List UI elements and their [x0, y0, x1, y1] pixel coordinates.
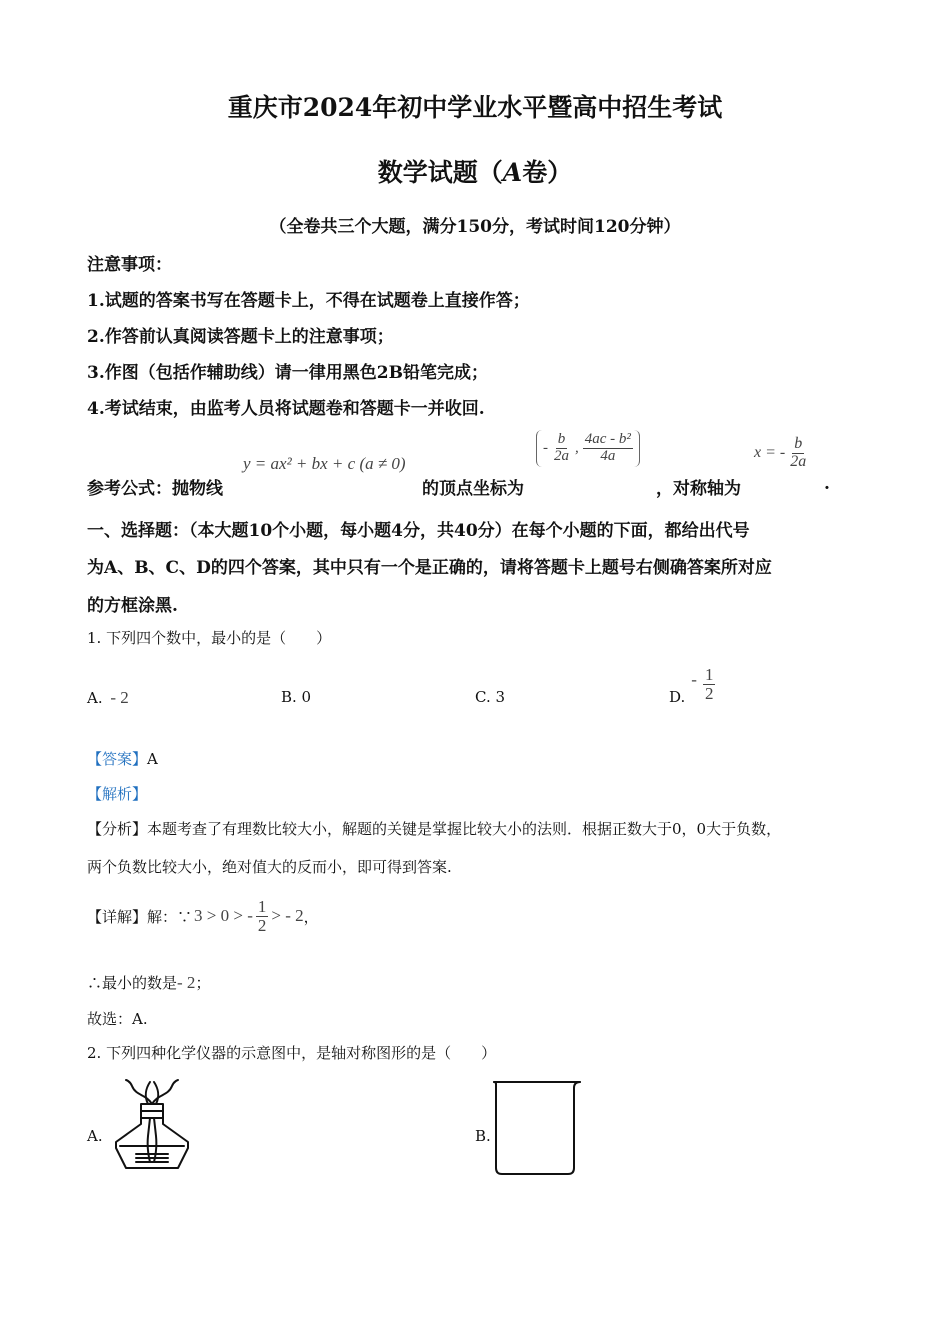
- section-text: 为A、B、C、D的四个答案，其中只有一个是正确的，请将答题卡上题号右侧确答案所对应: [87, 558, 772, 578]
- exam-title: 重庆市2024年初中学业水平暨高中招生考试: [227, 93, 723, 122]
- q2-stem: 2. 下列四种化学仪器的示意图中，是轴对称图形的是（ ）: [87, 1044, 497, 1062]
- notice-item: 1.试题的答案书写在答题卡上，不得在试题卷上直接作答；: [87, 291, 530, 311]
- q1-stem: 1. 下列四个数中，最小的是（ ）: [87, 629, 332, 647]
- notice-item: 2.作答前认真阅读答题卡上的注意事项；: [87, 327, 394, 347]
- paper-subtitle: 数学试题（A卷）: [377, 158, 573, 187]
- q1-detail: 【详解】解：∵ 3 > 0 > - $\frac{1}{2}$ > - 2 ，: [87, 897, 319, 935]
- section-heading: 一、选择题：（本大题10个小题，每小题4分，共40分）在每个小题的下面，都给出代号: [87, 521, 750, 541]
- q2-option-a-label: A.: [87, 1127, 103, 1145]
- vertex-formula: - $\frac{b}{2a}$ , $\frac{\text{4ac - b²}}{4a}$: [536, 430, 640, 467]
- notice-heading: 注意事项：: [87, 255, 172, 275]
- formula-end: .: [824, 474, 830, 494]
- beaker-icon: [492, 1078, 584, 1182]
- q1-choose: 故选：A.: [87, 1010, 148, 1028]
- exam-note: （全卷共三个大题，满分150分，考试时间120分钟）: [269, 217, 681, 237]
- q1-therefore: ∴最小的数是- 2；: [87, 973, 211, 992]
- q1-option-b: B. 0: [281, 688, 312, 706]
- section-text: 的方框涂黑.: [87, 596, 178, 616]
- axis-formula: x = - $\frac{b}{2a}$: [754, 435, 807, 470]
- vertex-label: 的顶点坐标为: [422, 479, 524, 499]
- q1-option-a: A. - 2: [87, 688, 129, 707]
- axis-label: ，对称轴为: [656, 479, 741, 499]
- q1-answer: 【答案】A: [87, 750, 158, 768]
- notice-item: 3.作图（包括作辅助线）请一律用黑色2B铅笔完成；: [87, 363, 488, 383]
- q1-option-d: D. - $\frac{1}{2}$: [669, 664, 714, 706]
- q1-option-c: C. 3: [475, 688, 506, 706]
- q1-fenxi: 【分析】本题考查了有理数比较大小，解题的关键是掌握比较大小的法则．根据正数大于0，0大于负数，: [87, 820, 782, 838]
- q2-option-b-label: B.: [475, 1127, 491, 1145]
- q1-analysis-tag: 【解析】: [87, 785, 148, 803]
- notice-item: 4.考试结束，由监考人员将试题卷和答题卡一并收回.: [87, 399, 485, 419]
- formula-lead: 参考公式：抛物线: [87, 479, 223, 499]
- parabola-formula: y = ax² + bx + c (a ≠ 0): [243, 454, 406, 473]
- q1-fenxi: 两个负数比较大小，绝对值大的反而小，即可得到答案.: [87, 858, 452, 876]
- alcohol-lamp-icon: [108, 1076, 196, 1178]
